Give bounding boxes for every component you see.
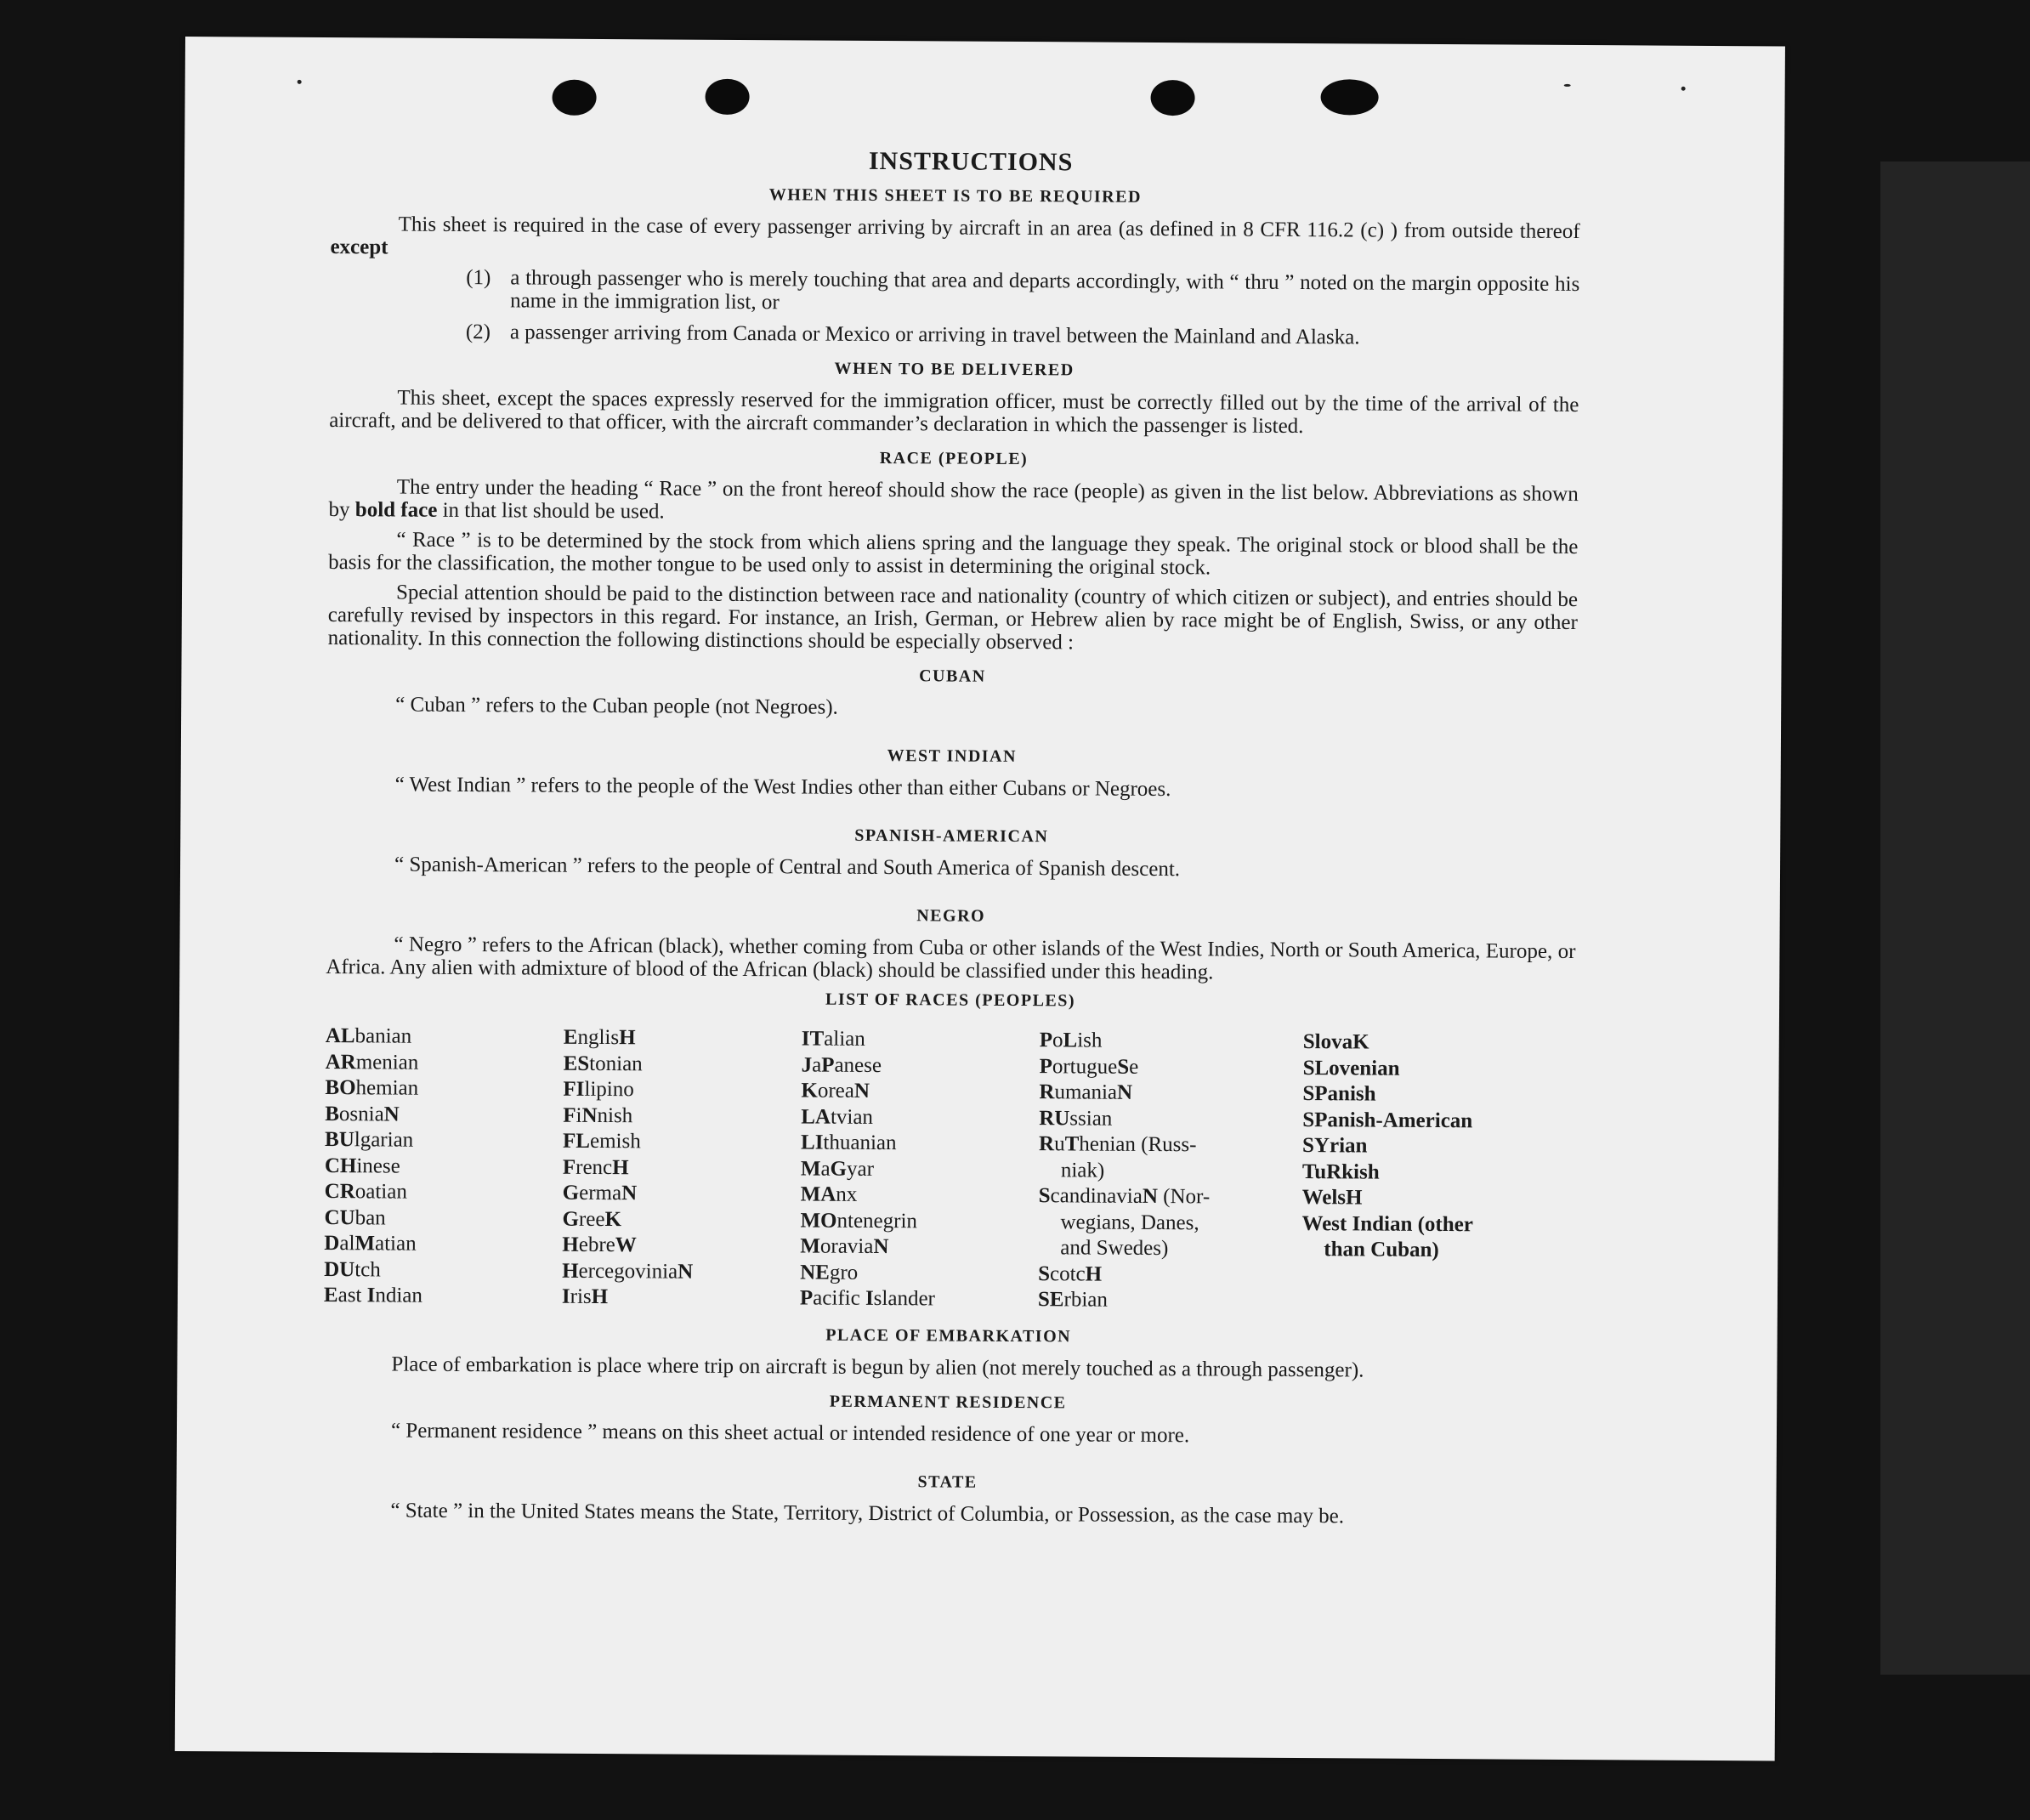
scan-speck: [298, 80, 302, 84]
punch-hole: [552, 80, 596, 116]
race-item: WelsH: [1301, 1186, 1363, 1210]
definition-permanent-residence: “ Permanent residence ” means on this sheet actual or intended residence of one year or more.: [390, 1419, 1190, 1447]
paragraph-when-required: This sheet is required in the case of every passenger arriving by aircraft in an area (as defined in 8 CFR 116.2 (c) ) from outside thereof except: [330, 213, 1580, 259]
clause-1: (1) a through passenger who is merely touching that area and departs accordingly, with “ thru ” noted on the margin opposite his name in the immigration list, or: [466, 266, 1580, 315]
race-item: KoreaN: [801, 1079, 870, 1103]
race-item: PortugueSe: [1039, 1054, 1139, 1079]
race-item: DalMatian: [324, 1232, 417, 1256]
race-item: HebreW: [562, 1233, 637, 1257]
paragraph-race-1: The entry under the heading “ Race ” on the front hereof should show the race (people) as given in the list below. Abbreviations as shown by bold face in that list should be used.: [328, 475, 1579, 524]
race-item: PoLish: [1039, 1029, 1103, 1052]
definition-negro: “ Negro ” refers to the African (black), whether coming from Cuba or other islands of the West Indies, North or South America, Europe, or Africa. Any alien with admixture of blood of the African (black) should be classified under this heading.: [326, 933, 1576, 984]
heading-state: STATE: [917, 1471, 978, 1492]
race-item: NEgro: [800, 1260, 859, 1284]
race-item: BUlgarian: [324, 1128, 414, 1152]
race-item: BOhemian: [325, 1076, 419, 1100]
definition-place-of-embarkation: Place of embarkation is place where trip on aircraft is begun by alien (not merely touched as a through passenger).: [391, 1352, 1364, 1381]
race-item: CRoatian: [324, 1180, 407, 1204]
race-item: HercegoviniaN: [562, 1259, 694, 1284]
race-item: FiNnish: [563, 1103, 633, 1127]
definition-cuban: “ Cuban ” refers to the Cuban people (not Negroes).: [395, 693, 838, 719]
race-item: EnglisH: [563, 1025, 636, 1050]
heading-list-of-races: LIST OF RACES (PEOPLES): [825, 989, 1076, 1011]
races-column: [562, 1025, 802, 1312]
heading-place-of-embarkation: PLACE OF EMBARKATION: [825, 1325, 1072, 1346]
definition-west-indian: “ West Indian ” refers to the people of the West Indies other than either Cubans or Negroes.: [394, 773, 1171, 802]
races-column: [1301, 1029, 1575, 1316]
race-item: SPanish: [1302, 1082, 1376, 1106]
punch-hole: [1150, 80, 1194, 116]
instructions-text: [322, 146, 1580, 1535]
heading-spanish-american: SPANISH-AMERICAN: [854, 825, 1049, 847]
race-item: SPanish-American: [1302, 1108, 1473, 1132]
race-item: TuRkish: [1301, 1159, 1380, 1184]
heading-negro: NEGRO: [916, 906, 986, 926]
race-item: FIlipino: [563, 1077, 634, 1102]
race-item: CUban: [324, 1205, 386, 1229]
race-item: LAtvian: [801, 1104, 874, 1129]
scan-speck: [1564, 84, 1571, 87]
race-item: RuThenian (Russ- niak): [1038, 1132, 1197, 1182]
race-item: GreeK: [562, 1207, 622, 1231]
paragraph-race-2: “ Race ” is to be determined by the stock from which aliens spring and the language they speak. The original stock or blood shall be the basis for the classification, the mother tongue to be used only to assist in determining the original stock.: [328, 528, 1579, 580]
race-item: EStonian: [563, 1052, 643, 1075]
races-column: [1038, 1028, 1303, 1314]
race-item: SYrian: [1301, 1134, 1368, 1158]
race-item: ARmenian: [325, 1050, 419, 1074]
adjacent-page-edge: [1880, 162, 2030, 1675]
punch-hole: [705, 79, 749, 115]
race-item: DUtch: [324, 1257, 381, 1281]
race-item: LIthuanian: [800, 1131, 897, 1155]
heading-race: RACE (PEOPLE): [879, 448, 1029, 469]
document-sheet: [175, 37, 1785, 1760]
race-item: ScotcH: [1038, 1262, 1103, 1286]
races-list: [324, 1023, 1575, 1316]
race-item: ALbanian: [325, 1024, 412, 1048]
race-item: CHinese: [324, 1154, 400, 1178]
paragraph-when-delivered: This sheet, except the spaces expressly reserved for the immigration officer, must be correctly filled out by the time of the arrival of the aircraft, and be delivered to that officer, with the aircraft commander’s declaration in which the passenger is listed.: [329, 386, 1579, 439]
heading-cuban: CUBAN: [919, 666, 986, 686]
race-item: GermaN: [562, 1181, 638, 1205]
race-item: East Indian: [323, 1284, 423, 1307]
race-item: Pacific Islander: [799, 1286, 936, 1311]
race-item: MAnx: [800, 1182, 858, 1206]
race-item: SLovenian: [1302, 1056, 1400, 1080]
heading-west-indian: WEST INDIAN: [887, 746, 1018, 766]
race-item: ScandinaviaN (Nor- wegians, Danes, and Swedes): [1038, 1184, 1211, 1261]
race-item: MoraviaN: [800, 1234, 889, 1259]
race-item: SErbian: [1037, 1288, 1108, 1312]
race-item: BosniaN: [325, 1102, 400, 1126]
race-item: FLemish: [562, 1129, 641, 1154]
race-item: SlovaK: [1302, 1030, 1369, 1054]
race-item: West Indian (other than Cuban): [1301, 1211, 1473, 1262]
races-column: [800, 1026, 1040, 1313]
race-item: FrencH: [562, 1155, 629, 1179]
definition-state: “ State ” in the United States means the State, Territory, District of Columbia, or Possession, as the case may be.: [390, 1499, 1345, 1528]
race-item: RUssian: [1039, 1106, 1113, 1131]
heading-when-required: WHEN THIS SHEET IS TO BE REQUIRED: [768, 185, 1143, 207]
paragraph-race-3: Special attention should be paid to the distinction between race and nationality (country of which citizen or subject), and entries should be carefully revised by inspectors in this regard. For instance, an Irish, German, or Hebrew alien by race might be of English, Swiss, or any other nationality. In this connection the following distinctions should be especially observed :: [327, 581, 1579, 655]
punch-hole: [1320, 79, 1378, 115]
race-item: IrisH: [561, 1284, 609, 1309]
heading-permanent-residence: PERMANENT RESIDENCE: [829, 1392, 1067, 1412]
race-item: MOntenegrin: [800, 1208, 918, 1233]
clause-2: (2) a passenger arriving from Canada or Mexico or arriving in travel between the Mainland and Alaska.: [465, 320, 1360, 349]
race-item: MaGyar: [800, 1156, 875, 1181]
race-item: RumaniaN: [1039, 1080, 1133, 1104]
definition-spanish-american: “ Spanish-American ” refers to the people of Central and South America of Spanish descent.: [394, 853, 1181, 882]
heading-when-delivered: WHEN TO BE DELIVERED: [834, 359, 1075, 380]
races-column: [324, 1023, 564, 1310]
page-title: INSTRUCTIONS: [868, 146, 1074, 177]
race-item: ITalian: [801, 1027, 865, 1051]
race-item: JaPanese: [801, 1052, 882, 1077]
scan-speck: [1681, 87, 1686, 91]
